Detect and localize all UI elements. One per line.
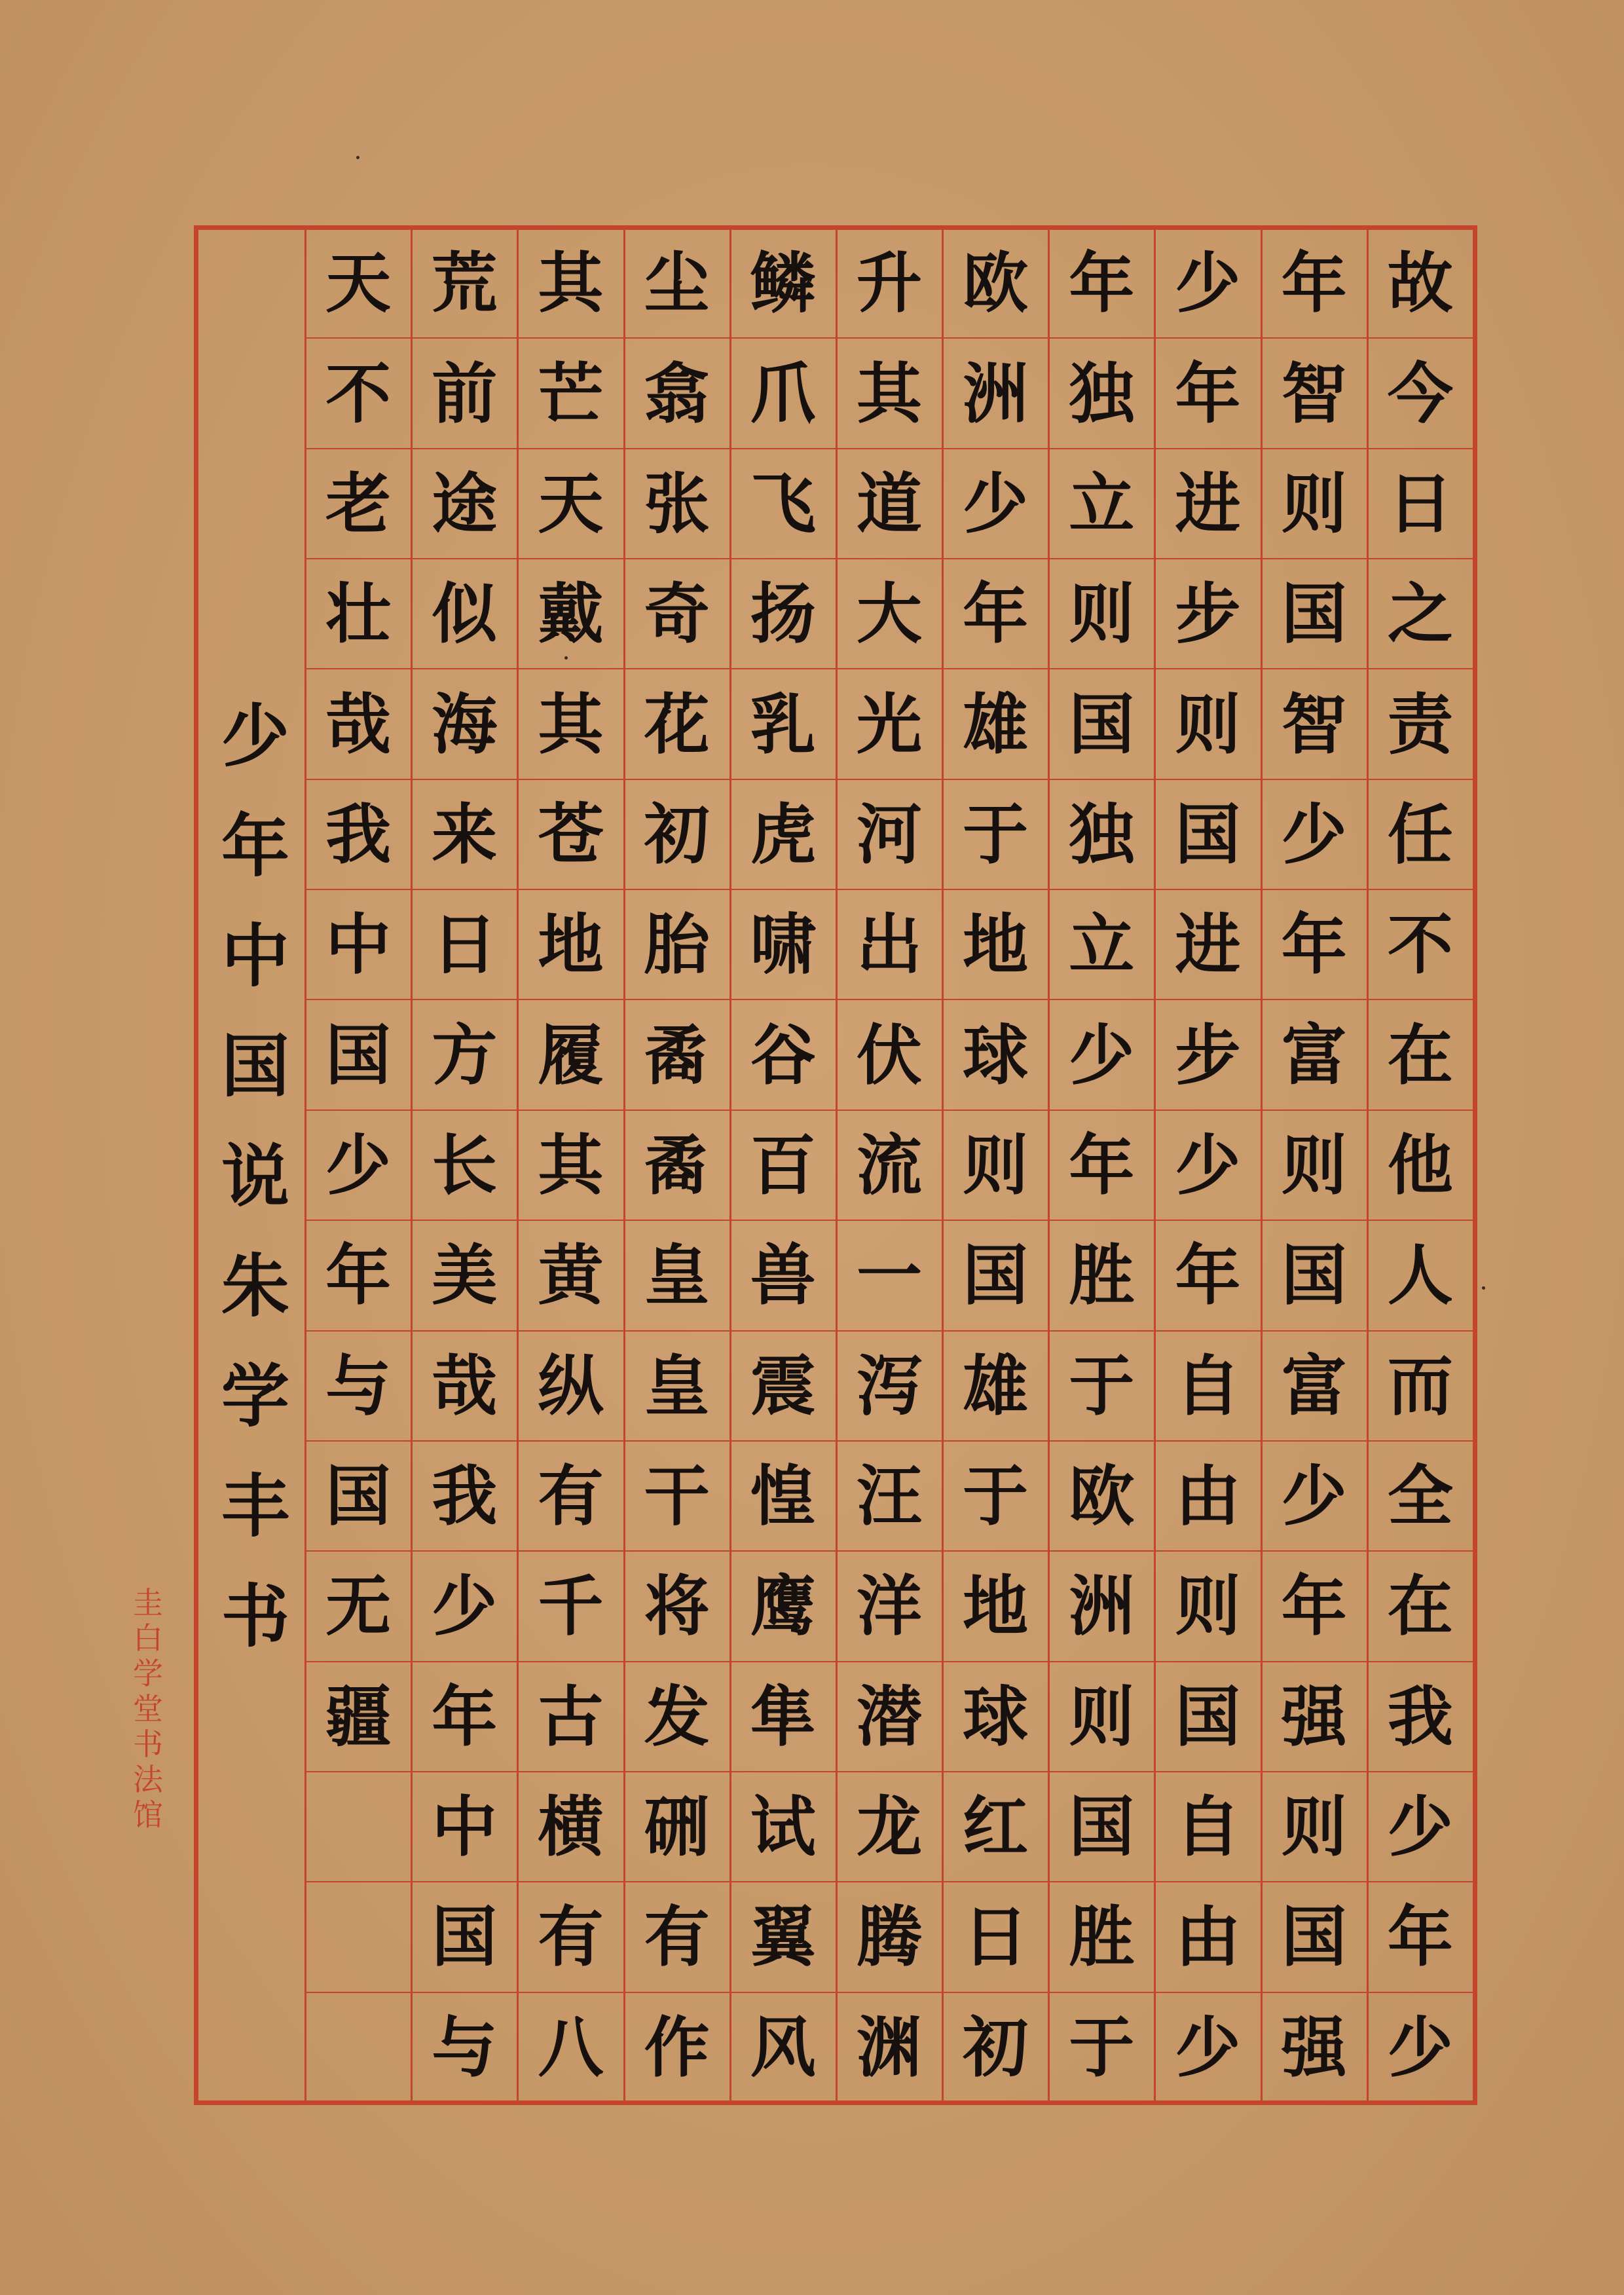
character-cell: 不 [1387,906,1453,984]
character-cell: 升 [856,244,922,322]
character-cell: 翼 [750,1898,816,1976]
stamp-character: 学 [133,1656,163,1691]
character-cell: 奇 [644,575,710,653]
character-cell: 国 [1069,685,1135,763]
character-cell: 红 [963,1788,1029,1866]
character-cell: 自 [1175,1347,1241,1425]
character-cell: 由 [1175,1457,1241,1535]
character-cell: 尘 [644,244,710,322]
character-cell: 则 [1281,1788,1347,1866]
character-cell: 步 [1175,1016,1241,1094]
character-cell: 智 [1281,354,1347,432]
character-cell: 履 [538,1016,604,1094]
character-cell: 球 [963,1677,1029,1755]
character-cell: 一 [856,1237,922,1315]
character-cell: 于 [1069,2008,1135,2086]
character-cell: 啸 [750,906,816,984]
character-cell: 则 [1069,1677,1135,1755]
stamp-character: 圭 [133,1585,163,1620]
character-cell: 少 [325,1126,392,1204]
character-cell: 震 [750,1347,816,1425]
character-cell: 纵 [538,1347,604,1425]
character-cell: 日 [432,906,498,984]
character-cell: 大 [856,575,922,653]
character-cell: 光 [856,685,922,763]
character-cell: 富 [1281,1016,1347,1094]
character-cell: 少 [1281,795,1347,873]
character-grid [305,228,1473,2102]
character-cell: 来 [432,795,498,873]
character-cell: 疆 [325,1677,392,1755]
character-cell: 年 [432,1677,498,1755]
character-cell: 横 [538,1788,604,1866]
character-cell: 戴 [538,575,604,653]
character-cell: 少 [1175,1126,1241,1204]
character-cell: 有 [538,1457,604,1535]
character-cell: 皇 [644,1237,710,1315]
character-cell: 胜 [1069,1898,1135,1976]
character-cell: 千 [538,1567,604,1645]
character-cell: 似 [432,575,498,653]
character-cell: 全 [1387,1457,1453,1535]
character-cell: 国 [1281,1898,1347,1976]
character-cell: 试 [750,1788,816,1866]
character-cell: 国 [1281,575,1347,653]
character-cell: 洲 [963,354,1029,432]
character-cell: 作 [644,2008,710,2086]
character-cell: 年 [1069,1126,1135,1204]
character-cell: 其 [538,244,604,322]
character-cell: 年 [963,575,1029,653]
character-cell: 年 [1387,1898,1453,1976]
stamp-character: 馆 [133,1797,163,1833]
character-cell: 年 [1069,244,1135,322]
character-cell: 进 [1175,906,1241,984]
character-cell: 翕 [644,354,710,432]
character-cell: 其 [538,685,604,763]
character-cell: 惶 [750,1457,816,1535]
signature-character: 中 [221,916,289,996]
character-cell: 美 [432,1237,498,1315]
character-cell: 张 [644,464,710,542]
stamp-character: 堂 [133,1691,163,1726]
character-cell: 由 [1175,1898,1241,1976]
character-cell: 苍 [538,795,604,873]
character-cell: 日 [1387,464,1453,542]
character-cell: 流 [856,1126,922,1204]
character-cell: 今 [1387,354,1453,432]
character-cell: 国 [1175,1677,1241,1755]
character-cell: 与 [325,1347,392,1425]
character-cell: 矞 [644,1126,710,1204]
character-cell: 强 [1281,1677,1347,1755]
character-cell: 则 [963,1126,1029,1204]
character-cell: 日 [963,1898,1029,1976]
character-cell: 国 [432,1898,498,1976]
signature-character: 学 [221,1356,289,1436]
character-cell: 与 [432,2008,498,2086]
character-cell: 人 [1387,1237,1453,1315]
character-cell: 潜 [856,1677,922,1755]
character-cell: 之 [1387,575,1453,653]
character-cell: 国 [325,1016,392,1094]
character-cell: 长 [432,1126,498,1204]
character-cell: 谷 [750,1016,816,1094]
character-cell: 少 [1175,244,1241,322]
character-cell: 天 [538,464,604,542]
character-cell: 任 [1387,795,1453,873]
character-cell: 兽 [750,1237,816,1315]
ink-speck [356,156,360,159]
character-cell: 则 [1281,464,1347,542]
character-cell: 年 [1281,906,1347,984]
character-cell: 百 [750,1126,816,1204]
character-cell: 渊 [856,2008,922,2086]
character-cell: 年 [1281,244,1347,322]
stamp-character: 白 [133,1620,163,1656]
character-cell: 年 [1281,1567,1347,1645]
character-cell: 国 [1069,1788,1135,1866]
character-cell: 有 [644,1898,710,1976]
character-cell: 少 [1387,1788,1453,1866]
character-cell: 老 [325,464,392,542]
character-cell: 龙 [856,1788,922,1866]
signature-character: 说 [221,1136,289,1216]
character-cell: 扬 [750,575,816,653]
character-cell: 地 [538,906,604,984]
character-cell: 伏 [856,1016,922,1094]
signature-character: 年 [221,806,289,886]
character-cell: 少 [1175,2008,1241,2086]
character-cell: 于 [963,795,1029,873]
character-cell: 风 [750,2008,816,2086]
character-cell: 于 [963,1457,1029,1535]
character-cell: 发 [644,1677,710,1755]
character-cell: 乳 [750,685,816,763]
character-cell: 责 [1387,685,1453,763]
character-cell: 独 [1069,354,1135,432]
character-cell: 则 [1175,685,1241,763]
character-cell: 道 [856,464,922,542]
character-cell: 虎 [750,795,816,873]
character-cell: 中 [325,906,392,984]
character-cell: 河 [856,795,922,873]
character-cell: 初 [644,795,710,873]
character-cell: 胜 [1069,1237,1135,1315]
character-cell: 独 [1069,795,1135,873]
character-cell: 则 [1069,575,1135,653]
character-cell: 欧 [963,244,1029,322]
character-cell: 哉 [325,685,392,763]
character-cell: 硎 [644,1788,710,1866]
character-cell: 年 [1175,1237,1241,1315]
character-cell: 矞 [644,1016,710,1094]
character-cell: 少 [432,1567,498,1645]
character-cell: 智 [1281,685,1347,763]
character-cell: 我 [432,1457,498,1535]
character-cell: 爪 [750,354,816,432]
ink-speck [564,656,568,660]
character-cell: 腾 [856,1898,922,1976]
character-cell: 球 [963,1016,1029,1094]
stamp-character: 法 [133,1762,163,1797]
character-cell: 我 [325,795,392,873]
character-cell: 进 [1175,464,1241,542]
character-cell: 黄 [538,1237,604,1315]
character-cell: 欧 [1069,1457,1135,1535]
character-cell: 雄 [963,685,1029,763]
character-cell: 壮 [325,575,392,653]
character-cell: 国 [1281,1237,1347,1315]
ink-speck [1482,1286,1485,1290]
studio-stamp [128,1585,168,1833]
character-cell: 海 [432,685,498,763]
character-cell: 而 [1387,1347,1453,1425]
signature-character: 少 [221,696,289,776]
character-cell: 干 [644,1457,710,1535]
character-cell: 初 [963,2008,1029,2086]
character-cell: 年 [325,1237,392,1315]
character-cell: 前 [432,354,498,432]
character-cell: 于 [1069,1347,1135,1425]
character-cell: 八 [538,2008,604,2086]
character-cell: 地 [963,906,1029,984]
character-cell: 芒 [538,354,604,432]
character-cell: 富 [1281,1347,1347,1425]
character-cell: 汪 [856,1457,922,1535]
character-cell: 立 [1069,906,1135,984]
character-cell: 雄 [963,1347,1029,1425]
character-cell: 年 [1175,354,1241,432]
stamp-character: 书 [133,1726,163,1762]
character-cell: 洋 [856,1567,922,1645]
character-cell: 皇 [644,1347,710,1425]
character-cell: 则 [1281,1126,1347,1204]
character-cell: 立 [1069,464,1135,542]
character-cell: 强 [1281,2008,1347,2086]
signature-character: 书 [221,1576,289,1656]
character-cell: 有 [538,1898,604,1976]
character-cell: 途 [432,464,498,542]
character-cell: 在 [1387,1016,1453,1094]
character-cell: 胎 [644,906,710,984]
signature-character: 朱 [221,1246,289,1326]
signature-character: 国 [221,1026,289,1106]
character-cell: 洲 [1069,1567,1135,1645]
character-cell: 少 [1069,1016,1135,1094]
character-cell: 国 [325,1457,392,1535]
character-cell: 飞 [750,464,816,542]
character-cell: 故 [1387,244,1453,322]
character-cell: 少 [1281,1457,1347,1535]
character-cell: 隼 [750,1677,816,1755]
character-cell: 天 [325,244,392,322]
character-cell: 泻 [856,1347,922,1425]
character-cell: 地 [963,1567,1029,1645]
character-cell: 荒 [432,244,498,322]
character-cell: 其 [538,1126,604,1204]
character-cell: 我 [1387,1677,1453,1755]
character-cell: 方 [432,1016,498,1094]
character-cell: 他 [1387,1126,1453,1204]
signature-character: 丰 [221,1466,289,1546]
character-cell: 将 [644,1567,710,1645]
character-cell: 无 [325,1567,392,1645]
character-cell: 鹰 [750,1567,816,1645]
character-cell: 在 [1387,1567,1453,1645]
character-cell: 花 [644,685,710,763]
character-cell: 则 [1175,1567,1241,1645]
character-cell: 少 [1387,2008,1453,2086]
character-cell: 其 [856,354,922,432]
character-cell: 古 [538,1677,604,1755]
character-cell: 少 [963,464,1029,542]
character-cell: 中 [432,1788,498,1866]
character-cell: 自 [1175,1788,1241,1866]
character-cell: 鳞 [750,244,816,322]
character-cell: 出 [856,906,922,984]
character-cell: 不 [325,354,392,432]
character-cell: 步 [1175,575,1241,653]
character-cell: 国 [1175,795,1241,873]
character-cell: 国 [963,1237,1029,1315]
character-cell: 哉 [432,1347,498,1425]
